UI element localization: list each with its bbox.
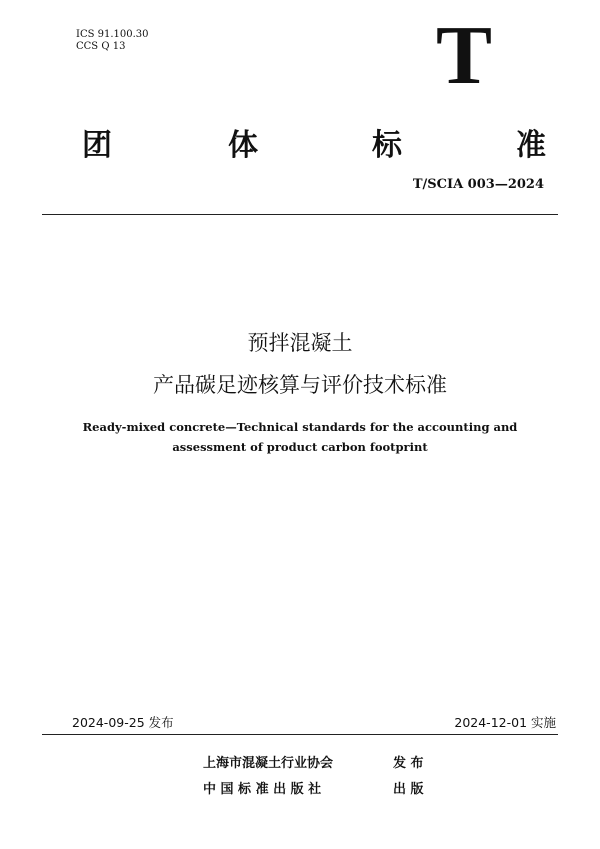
category-char-1: 团 bbox=[82, 128, 112, 163]
bottom-divider bbox=[42, 734, 558, 735]
ccs-code: CCS Q 13 bbox=[76, 41, 126, 52]
title-en-line2: assessment of product carbon footprint bbox=[172, 440, 428, 454]
title-en-line1: Ready-mixed concrete—Technical standards for the accounting and bbox=[82, 420, 518, 434]
standard-category-title bbox=[82, 120, 550, 163]
category-char-3: 标 bbox=[372, 128, 402, 163]
category-char-2: 体 bbox=[228, 128, 258, 163]
publisher-name: 上海市混凝土行业协会 bbox=[203, 756, 334, 771]
implementation-date: 2024-12-01 实施 bbox=[454, 715, 556, 730]
title-zh-line2: 产品碳足迹核算与评价技术标准 bbox=[153, 373, 447, 397]
top-divider bbox=[42, 214, 558, 215]
ics-code: ICS 91.100.30 bbox=[76, 29, 149, 40]
standard-type-badge: T bbox=[436, 9, 493, 102]
standard-number: T/SCIA 003—2024 bbox=[412, 177, 544, 192]
issue-date: 2024-09-25 发布 bbox=[72, 715, 174, 730]
classification-codes bbox=[76, 29, 149, 53]
press-role: 出 版 bbox=[393, 782, 424, 797]
title-zh-line1: 预拌混凝土 bbox=[247, 331, 353, 355]
publisher-role: 发 布 bbox=[393, 756, 424, 771]
category-char-4: 准 bbox=[516, 128, 546, 163]
press-name: 中 国 标 准 出 版 社 bbox=[203, 782, 322, 797]
